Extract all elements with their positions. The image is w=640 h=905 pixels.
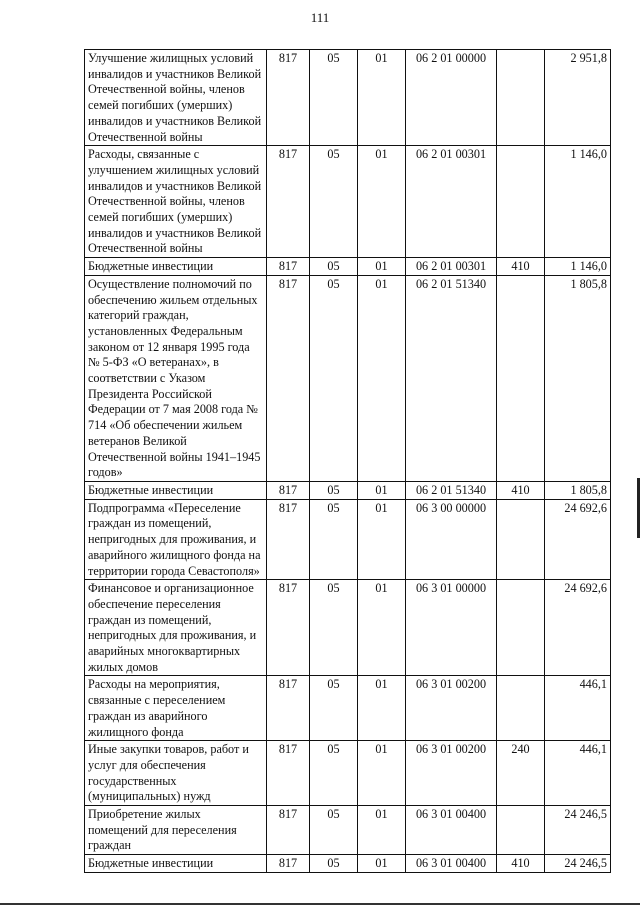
row-amount: 1 146,0 — [545, 146, 611, 258]
row-ministry-code: 817 — [267, 806, 310, 855]
row-ministry-code: 817 — [267, 146, 310, 258]
table-row — [85, 741, 611, 806]
row-expense-type: 410 — [497, 855, 545, 873]
row-target-article: 06 2 01 00301 — [406, 258, 497, 276]
row-amount: 1 146,0 — [545, 258, 611, 276]
row-target-article: 06 3 01 00400 — [406, 806, 497, 855]
row-ministry-code: 817 — [267, 258, 310, 276]
row-expense-type: 410 — [497, 258, 545, 276]
row-target-article: 06 3 01 00200 — [406, 676, 497, 741]
row-amount: 446,1 — [545, 741, 611, 806]
row-subsection: 01 — [358, 275, 406, 481]
row-name: Улучшение жилищных условий инвалидов и участников Великой Отечественной войны, членов семей погибших (умерших) инвалидов и участников Великой Отечественной войны — [85, 50, 267, 146]
row-target-article: 06 3 01 00400 — [406, 855, 497, 873]
row-expense-type — [497, 806, 545, 855]
row-target-article: 06 2 01 00000 — [406, 50, 497, 146]
row-expense-type — [497, 499, 545, 580]
row-ministry-code: 817 — [267, 580, 310, 676]
row-expense-type — [497, 580, 545, 676]
row-ministry-code: 817 — [267, 855, 310, 873]
row-subsection: 01 — [358, 50, 406, 146]
row-subsection: 01 — [358, 806, 406, 855]
table-row — [85, 855, 611, 873]
row-expense-type — [497, 676, 545, 741]
row-target-article: 06 2 01 00301 — [406, 146, 497, 258]
table-row — [85, 258, 611, 276]
page-number: 111 — [310, 10, 330, 25]
table-row — [85, 50, 611, 146]
row-section: 05 — [310, 806, 358, 855]
table-row — [85, 275, 611, 481]
row-amount: 2 951,8 — [545, 50, 611, 146]
table-row — [85, 146, 611, 258]
row-expense-type: 410 — [497, 481, 545, 499]
row-name: Расходы на мероприятия, связанные с переселением граждан из аварийного жилищного фонда — [85, 676, 267, 741]
row-ministry-code: 817 — [267, 499, 310, 580]
row-name: Бюджетные инвестиции — [85, 855, 267, 873]
row-subsection: 01 — [358, 741, 406, 806]
row-name: Финансовое и организационное обеспечение переселения граждан из помещений, непригодных для проживания, и аварийных многоквартирных жилых домов — [85, 580, 267, 676]
row-ministry-code: 817 — [267, 481, 310, 499]
row-amount: 24 692,6 — [545, 499, 611, 580]
row-section: 05 — [310, 481, 358, 499]
table-row — [85, 499, 611, 580]
row-subsection: 01 — [358, 855, 406, 873]
row-name: Бюджетные инвестиции — [85, 481, 267, 499]
row-section: 05 — [310, 146, 358, 258]
row-section: 05 — [310, 741, 358, 806]
row-ministry-code: 817 — [267, 741, 310, 806]
row-section: 05 — [310, 855, 358, 873]
row-section: 05 — [310, 499, 358, 580]
row-amount: 24 246,5 — [545, 806, 611, 855]
row-name: Подпрограмма «Переселение граждан из помещений, непригодных для проживания, и аварийного жилищного фонда на территории города Севастополя» — [85, 499, 267, 580]
row-section: 05 — [310, 676, 358, 741]
row-name: Бюджетные инвестиции — [85, 258, 267, 276]
row-amount: 24 246,5 — [545, 855, 611, 873]
row-section: 05 — [310, 580, 358, 676]
row-ministry-code: 817 — [267, 676, 310, 741]
row-expense-type — [497, 275, 545, 481]
row-amount: 446,1 — [545, 676, 611, 741]
row-section: 05 — [310, 50, 358, 146]
budget-table — [84, 49, 611, 873]
row-ministry-code: 817 — [267, 50, 310, 146]
table-row — [85, 580, 611, 676]
row-subsection: 01 — [358, 258, 406, 276]
row-name: Иные закупки товаров, работ и услуг для обеспечения государственных (муниципальных) нужд — [85, 741, 267, 806]
row-name: Расходы, связанные с улучшением жилищных условий инвалидов и участников Великой Отечественной войны, членов семей погибших (умерших) инвалидов и участников Великой Отечественной войны — [85, 146, 267, 258]
row-name: Приобретение жилых помещений для переселения граждан — [85, 806, 267, 855]
row-amount: 1 805,8 — [545, 481, 611, 499]
row-expense-type — [497, 50, 545, 146]
table-row — [85, 481, 611, 499]
table-row — [85, 806, 611, 855]
row-amount: 24 692,6 — [545, 580, 611, 676]
row-target-article: 06 2 01 51340 — [406, 481, 497, 499]
row-subsection: 01 — [358, 499, 406, 580]
row-expense-type — [497, 146, 545, 258]
row-name: Осуществление полномочий по обеспечению жильем отдельных категорий граждан, установленных Федеральным законом от 12 января 1995 года № 5-ФЗ «О ветеранах», в соответствии с Указом Президента Российской Федерации от 7 мая 2008 года № 714 «Об обеспечении жильем ветеранов Великой Отечественной войны 1941–1945 годов» — [85, 275, 267, 481]
row-ministry-code: 817 — [267, 275, 310, 481]
row-subsection: 01 — [358, 676, 406, 741]
row-target-article: 06 2 01 51340 — [406, 275, 497, 481]
table-row — [85, 676, 611, 741]
row-expense-type: 240 — [497, 741, 545, 806]
row-target-article: 06 3 00 00000 — [406, 499, 497, 580]
row-amount: 1 805,8 — [545, 275, 611, 481]
row-target-article: 06 3 01 00000 — [406, 580, 497, 676]
row-subsection: 01 — [358, 146, 406, 258]
row-section: 05 — [310, 275, 358, 481]
row-target-article: 06 3 01 00200 — [406, 741, 497, 806]
row-subsection: 01 — [358, 481, 406, 499]
row-section: 05 — [310, 258, 358, 276]
table-body — [85, 50, 611, 873]
row-subsection: 01 — [358, 580, 406, 676]
